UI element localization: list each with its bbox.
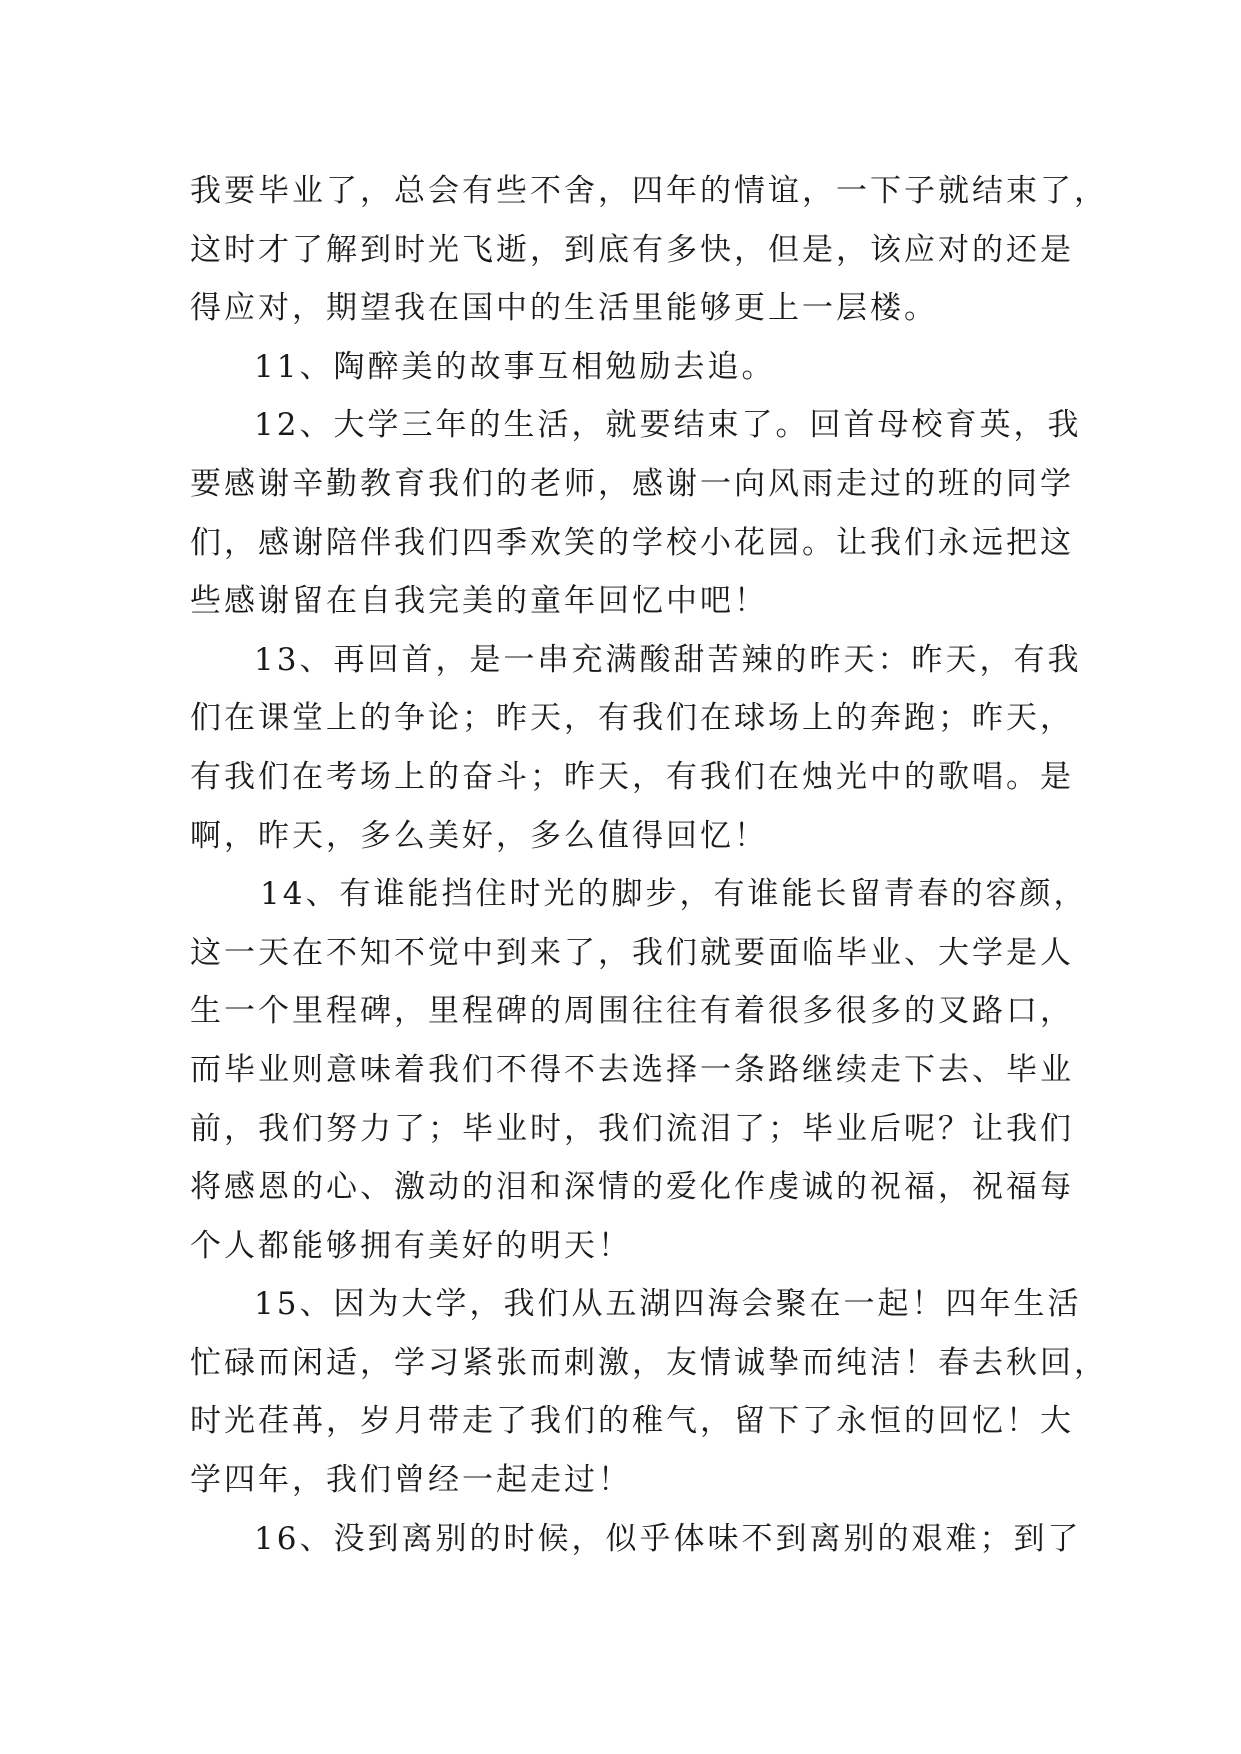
- text-line: 生一个里程碑，里程碑的周围往往有着很多很多的叉路口，: [190, 993, 1074, 1030]
- text-line: 得应对，期望我在国中的生活里能够更上一层楼。: [190, 290, 938, 327]
- paragraph-16-line: 16、没到离别的时候，似乎体味不到离别的艰难；到了: [254, 1520, 1082, 1557]
- text-line: 时光荏苒，岁月带走了我们的稚气，留下了永恒的回忆！大: [190, 1403, 1074, 1440]
- text-line: 啊，昨天，多么美好，多么值得回忆！: [190, 817, 768, 854]
- paragraph-12-line: 12、大学三年的生活，就要结束了。回首母校育英，我: [254, 407, 1082, 444]
- paragraph-14-line: 14、有谁能挡住时光的脚步，有谁能长留青春的容颜，: [260, 876, 1088, 913]
- paragraph-11-line: 11、陶醉美的故事互相勉励去追。: [254, 348, 776, 385]
- text-line: 们在课堂上的争论；昨天，有我们在球场上的奔跑；昨天，: [190, 700, 1074, 737]
- paragraph-13-line: 13、再回首，是一串充满酸甜苦辣的昨天：昨天，有我: [254, 641, 1082, 678]
- paragraph-15-line: 15、因为大学，我们从五湖四海会聚在一起！四年生活: [254, 1286, 1082, 1323]
- text-line: 忙碌而闲适，学习紧张而刺激，友情诚挚而纯洁！春去秋回，: [190, 1344, 1108, 1381]
- text-line: 这一天在不知不觉中到来了，我们就要面临毕业、大学是人: [190, 934, 1074, 971]
- text-line: 们，感谢陪伴我们四季欢笑的学校小花园。让我们永远把这: [190, 524, 1074, 561]
- text-line: 这时才了解到时光飞逝，到底有多快，但是，该应对的还是: [190, 231, 1074, 268]
- text-line: 而毕业则意味着我们不得不去选择一条路继续走下去、毕业: [190, 1051, 1074, 1088]
- text-line: 个人都能够拥有美好的明天！: [190, 1227, 632, 1264]
- text-line: 我要毕业了，总会有些不舍，四年的情谊，一下子就结束了，: [190, 173, 1108, 209]
- text-line: 些感谢留在自我完美的童年回忆中吧！: [190, 583, 768, 620]
- text-line: 有我们在考场上的奋斗；昨天，有我们在烛光中的歌唱。是: [190, 758, 1074, 795]
- text-line: 要感谢辛勤教育我们的老师，感谢一向风雨走过的班的同学: [190, 465, 1074, 502]
- text-line: 将感恩的心、激动的泪和深情的爱化作虔诚的祝福，祝福每: [190, 1169, 1074, 1206]
- text-line: 学四年，我们曾经一起走过！: [190, 1462, 632, 1499]
- document-body: [190, 162, 1108, 1568]
- text-line: 前，我们努力了；毕业时，我们流泪了；毕业后呢？让我们: [190, 1110, 1074, 1147]
